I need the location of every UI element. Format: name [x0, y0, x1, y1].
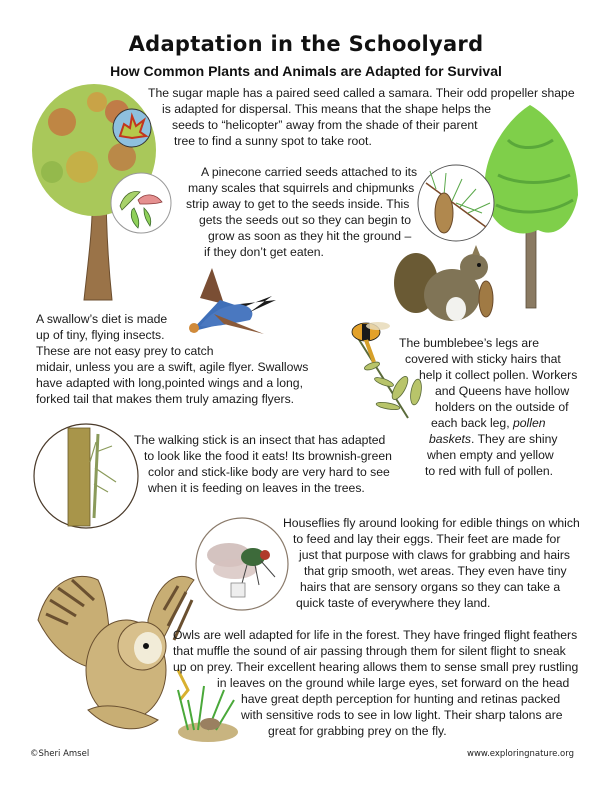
swallow-line: These are not easy prey to catch [36, 344, 214, 358]
pinecone-line: if they don’t get eaten. [204, 245, 324, 259]
owl-line: have great depth perception for hunting and retinas packed [241, 692, 561, 706]
housefly-line: hairs that are sensory organs so they can take a [300, 580, 561, 594]
pinecone-line: strip away to get to the seeds inside. This [186, 197, 410, 211]
walking-stick-paragraph [134, 432, 392, 496]
maple-line: seeds to “helicopter” away from the shade of their parent [172, 118, 478, 132]
owl-paragraph [173, 627, 578, 739]
bumblebee-line: holders on the outside of [435, 400, 569, 414]
owl-line: up on prey. Their excellent hearing allows them to sense small prey rustling [173, 660, 579, 674]
bumblebee-text: each back leg, [431, 416, 513, 430]
samara-seed-inset [110, 172, 172, 234]
pinecone-paragraph [188, 164, 417, 260]
walking-stick-line: color and stick-like body are very hard to see [148, 465, 390, 479]
swallow-line: have adapted with long,pointed wings and a long, [36, 376, 303, 390]
bumblebee-line: when empty and yellow [427, 448, 554, 462]
pinecone-line: grow as soon as they hit the ground – [208, 229, 412, 243]
website-link[interactable]: www.exploringnature.org [467, 749, 574, 759]
housefly-paragraph [283, 515, 580, 611]
maple-leaf-inset [112, 108, 152, 148]
pinecone-inset [416, 163, 496, 243]
pinecone-line: A pinecone carried seeds attached to its [201, 165, 418, 179]
housefly-line: just that purpose with claws for grabbing and hairs [299, 548, 570, 562]
housefly-line: quick taste of everywhere they land. [296, 596, 491, 610]
owl-line: in leaves on the ground while large eyes, set forward on the head [217, 676, 570, 690]
swallow-line: A swallow’s diet is made [36, 312, 168, 326]
copyright-notice: ©Sheri Amsel [30, 749, 90, 759]
owl-line: great for grabbing prey on the fly. [268, 724, 447, 738]
bumblebee-line: covered with sticky hairs that [405, 352, 561, 366]
swallow-line: up of tiny, flying insects. [36, 328, 165, 342]
swallow-line: forked tail that makes them truly amazing flyers. [36, 392, 295, 406]
bumblebee-line: help it collect pollen. Workers [419, 368, 578, 382]
owl-line: that muffle the sound of air passing through them for silent flight to sneak [173, 644, 566, 658]
bumblebee-line: to red with full of pollen. [425, 464, 554, 478]
housefly-line: that grip smooth, wet areas. They even have tiny [304, 564, 567, 578]
maple-line: The sugar maple has a paired seed called a samara. Their odd propeller shape [148, 86, 575, 100]
owl-line: with sensitive rods to see in low light. Their sharp talons are [241, 708, 563, 722]
swallow-line: midair, unless you are a swift, agile flyer. Swallows [36, 360, 309, 374]
walking-stick-line: to look like the food it eats! Its brownish-green [144, 449, 392, 463]
bumblebee-text: . They are shiny [471, 432, 558, 446]
bumblebee-line: and Queens have hollow [435, 384, 570, 398]
bumblebee-line [429, 431, 577, 447]
page-subtitle: How Common Plants and Animals are Adapted for Survival [110, 63, 502, 79]
bumblebee-line [431, 415, 577, 431]
walking-stick-line: when it is feeding on leaves in the trees. [148, 481, 365, 495]
bumblebee-paragraph [399, 335, 577, 479]
housefly-line: to feed and lay their eggs. Their feet are made for [293, 532, 561, 546]
baskets-term: baskets [429, 432, 472, 446]
walking-stick-line: The walking stick is an insect that has adapted [134, 433, 386, 447]
bumblebee-line: The bumblebee’s legs are [399, 336, 540, 350]
maple-line: is adapted for dispersal. This means that the shape helps the [162, 102, 492, 116]
walking-stick-inset [32, 422, 140, 530]
page-title: Adaptation in the Schoolyard [128, 32, 484, 56]
housefly-line: Houseflies fly around looking for edible things on which [283, 516, 580, 530]
pinecone-line: gets the seeds out so they can begin to [199, 213, 412, 227]
pinecone-line: many scales that squirrels and chipmunks [188, 181, 415, 195]
swallow-paragraph [36, 311, 308, 407]
owl-line: Owls are well adapted for life in the forest. They have fringed flight feathers [173, 628, 578, 642]
pollen-term: pollen [512, 416, 546, 430]
maple-line: tree to find a sunny spot to take root. [174, 134, 372, 148]
